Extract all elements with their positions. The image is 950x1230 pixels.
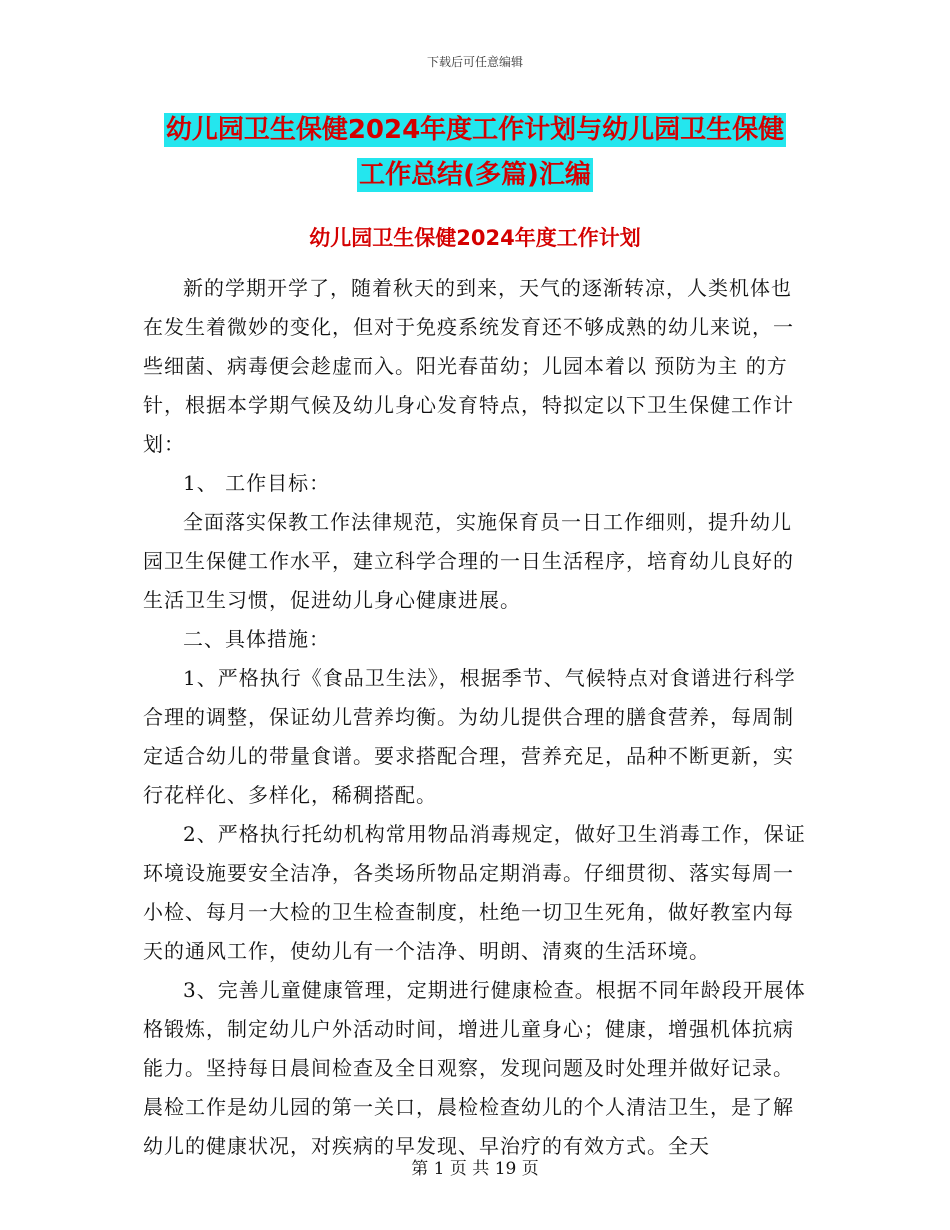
paragraph-measure-3: 3、完善儿童健康管理，定期进行健康检查。根据不同年龄段开展体格锻炼，制定幼儿户外活动时间，增进儿童身心；健康，增强机体抗病能力。坚持每日晨间检查及全日观察，发现问题及时处理并做好记录。晨检工作是幼儿园的第一关口，晨检检查幼儿的个人清洁卫生，是了解幼儿的健康状况，对疾病的早发现、早治疗的有效方式。全天 <box>143 978 806 1158</box>
heading-work-goal: 1、 工作目标： <box>183 471 331 495</box>
section-title: 幼儿园卫生保健2024年度工作计划 <box>309 226 641 250</box>
document-title <box>140 108 810 198</box>
document-title-line-2: 工作总结(多篇)汇编 <box>359 160 591 190</box>
page-footer: 第 1 页 共 19 页 <box>411 1159 539 1179</box>
header-note: 下载后可任意编辑 <box>426 55 523 69</box>
paragraph-work-goal: 全面落实保教工作法律规范，实施保育员一日工作细则，提升幼儿园卫生保健工作水平，建立科学合理的一日生活程序，培育幼儿良好的生活卫生习惯，促进幼儿身心健康进展。 <box>143 510 794 612</box>
document-title-line-1: 幼儿园卫生保健2024年度工作计划与幼儿园卫生保健 <box>165 115 785 145</box>
paragraph-measure-1: 1、严格执行《食品卫生法》，根据季节、气候特点对食谱进行科学合理的调整，保证幼儿营养均衡。为幼儿提供合理的膳食营养，每周制定适合幼儿的带量食谱。要求搭配合理，营养充足，品种不断更新，实行花样化、多样化，稀稠搭配。 <box>143 666 796 807</box>
paragraph-intro: 新的学期开学了，随着秋天的到来，天气的逐渐转凉，人类机体也在发生着微妙的变化，但对于免疫系统发育还不够成熟的幼儿来说，一些细菌、病毒便会趁虚而入。阳光春苗幼；儿园本着以 预防为主 的方针，根据本学期气候及幼儿身心发育特点，特拟定以下卫生保健工作计划： <box>143 276 794 456</box>
heading-measures: 二、具体措施： <box>183 627 330 651</box>
document-body <box>143 269 809 1166</box>
paragraph-measure-2: 2、严格执行托幼机构常用物品消毒规定，做好卫生消毒工作，保证环境设施要安全洁净，各类场所物品定期消毒。仔细贯彻、落实每周一小检、每月一大检的卫生检查制度，杜绝一切卫生死角，做好教室内每天的通风工作，使幼儿有一个洁净、明朗、清爽的生活环境。 <box>143 822 806 963</box>
